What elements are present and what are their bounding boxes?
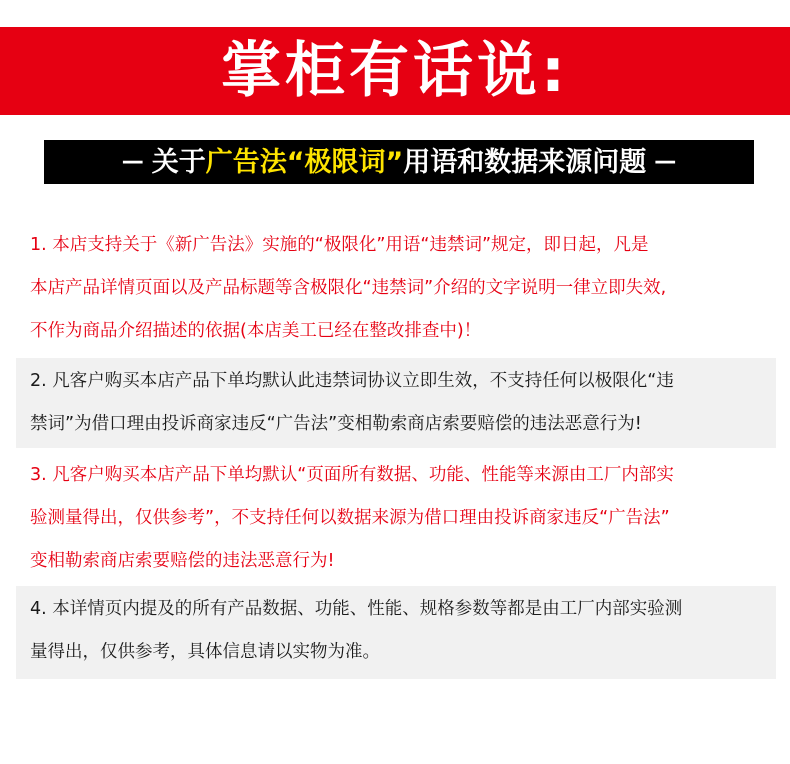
subtitle-dash-left: — [121,149,144,174]
paragraph-line: 本店产品详情页面以及产品标题等含极限化“违禁词”介绍的文字说明一律立即失效, [30,278,667,298]
paragraph-line: 3. 凡客户购买本店产品下单均默认“页面所有数据、功能、性能等来源由工厂内部实 [30,465,674,485]
paragraph-line: 禁词”为借口理由投诉商家违反“广告法”变相勒索商店索要赔偿的违法恶意行为! [30,414,642,434]
subtitle-bar [44,140,754,184]
notice-paragraph-2 [16,358,776,448]
banner-title: 掌柜有话说: [221,36,569,106]
paragraph-line: 2. 凡客户购买本店产品下单均默认此违禁词协议立即生效，不支持任何以极限化“违 [30,371,674,391]
subtitle-text-about: 关于 [151,146,206,178]
paragraph-line: 量得出，仅供参考，具体信息请以实物为准。 [30,642,380,662]
paragraph-line: 1. 本店支持关于《新广告法》实施的“极限化”用语“违禁词”规定，即日起，凡是 [30,235,649,255]
header-banner [0,27,790,115]
subtitle-dash-right: — [654,149,677,174]
subtitle-text-topic: 用语和数据来源问题 [403,146,647,178]
notice-paragraph-1 [16,224,776,353]
paragraph-line: 4. 本详情页内提及的所有产品数据、功能、性能、规格参数等都是由工厂内部实验测 [30,599,683,619]
subtitle-highlight: 广告法“极限词” [205,146,404,178]
notice-paragraph-4 [16,586,776,679]
notice-paragraph-3 [16,454,776,583]
paragraph-line: 验测量得出，仅供参考”，不支持任何以数据来源为借口理由投诉商家违反“广告法” [30,508,670,528]
paragraph-line: 变相勒索商店索要赔偿的违法恶意行为! [30,551,335,571]
paragraph-line: 不作为商品介绍描述的依据(本店美工已经在整改排查中)！ [30,321,482,341]
